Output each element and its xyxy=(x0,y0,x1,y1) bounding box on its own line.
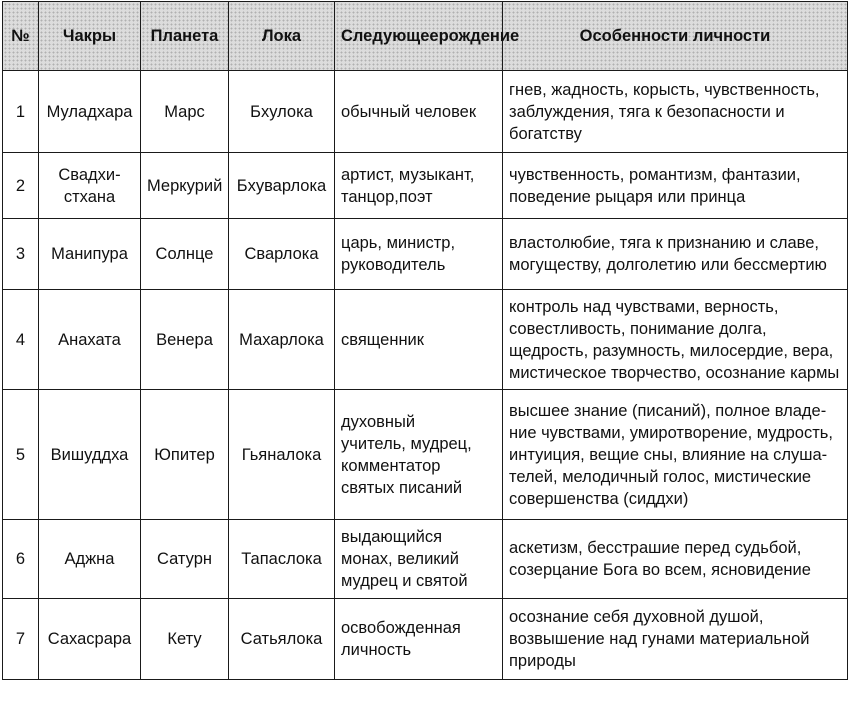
cell-next-birth-line: монах, великий xyxy=(341,550,459,568)
cell-planet: Солнце xyxy=(141,219,229,290)
cell-chakra-line: Свадхи- xyxy=(58,165,121,184)
cell-personality-traits xyxy=(503,219,848,290)
header-next-birth-line: Следующее xyxy=(341,26,439,45)
cell-next-birth-line: священник xyxy=(341,330,424,349)
cell-personality-traits-line: совестливость, понимание долга, xyxy=(509,319,767,338)
cell-chakra xyxy=(39,153,141,219)
cell-next-birth-line: личность xyxy=(341,641,412,659)
cell-chakra xyxy=(39,290,141,390)
cell-loka: Тапаслока xyxy=(229,520,335,599)
cell-personality-traits-line: природы xyxy=(509,652,576,670)
cell-chakra-line: Аджна xyxy=(64,550,115,568)
cell-personality-traits-line: мистическое творчество, осознание кармы xyxy=(509,363,840,382)
cell-next-birth-line: танцор,поэт xyxy=(341,187,433,206)
table-row xyxy=(3,520,848,599)
cell-planet: Кету xyxy=(141,599,229,680)
cell-personality-traits-line: совершенства (сиддхи) xyxy=(509,489,689,508)
chakra-table xyxy=(2,1,848,680)
header-number: № xyxy=(3,2,39,71)
cell-chakra-line: Сахасрара xyxy=(47,630,132,648)
cell-chakra xyxy=(39,520,141,599)
cell-personality-traits-line: аскетизм, бесстрашие перед судьбой, xyxy=(509,539,802,557)
cell-personality-traits xyxy=(503,290,848,390)
cell-next-birth xyxy=(335,390,503,520)
cell-next-birth xyxy=(335,290,503,390)
cell-loka: Бхулока xyxy=(229,71,335,153)
cell-loka: Бхуварлока xyxy=(229,153,335,219)
cell-personality-traits-line: интуиция, вещие сны, влияние на слуша- xyxy=(509,445,828,464)
table-row xyxy=(3,71,848,153)
chakra-table-container xyxy=(2,1,848,680)
cell-loka: Сварлока xyxy=(229,219,335,290)
header-next-birth-line: рождение xyxy=(438,26,520,45)
table-row xyxy=(3,390,848,520)
header-planet: Планета xyxy=(141,2,229,71)
cell-next-birth-line: комментатор xyxy=(341,456,441,475)
cell-chakra-line: Муладхара xyxy=(46,102,133,121)
cell-chakra xyxy=(39,219,141,290)
cell-personality-traits-line: поведение рыцаря или принца xyxy=(509,187,746,206)
cell-next-birth-line: учитель, мудрец, xyxy=(341,434,472,453)
table-header-row xyxy=(3,2,848,71)
cell-next-birth-line: обычный человек xyxy=(341,102,477,121)
cell-next-birth xyxy=(335,599,503,680)
cell-next-birth-line: выдающийся xyxy=(341,528,442,546)
table-row xyxy=(3,290,848,390)
cell-chakra-line: стхана xyxy=(63,187,116,206)
cell-loka: Сатьялока xyxy=(229,599,335,680)
cell-next-birth-line: освобожденная xyxy=(341,619,461,637)
cell-loka: Махарлока xyxy=(229,290,335,390)
cell-number: 6 xyxy=(3,520,39,599)
cell-personality-traits xyxy=(503,520,848,599)
cell-chakra xyxy=(39,599,141,680)
table-row xyxy=(3,599,848,680)
cell-planet: Меркурий xyxy=(141,153,229,219)
cell-next-birth-line: руководитель xyxy=(341,256,446,274)
cell-personality-traits-line: властолюбие, тяга к признанию и славе, xyxy=(509,234,820,252)
cell-number: 5 xyxy=(3,390,39,520)
cell-personality-traits-line: осознание себя духовной душой, xyxy=(509,608,764,626)
cell-personality-traits-line: телей, мелодичный голос, мистические xyxy=(509,467,812,486)
cell-personality-traits xyxy=(503,71,848,153)
cell-next-birth-line: святых писаний xyxy=(341,478,463,497)
cell-number: 3 xyxy=(3,219,39,290)
cell-personality-traits-line: щедрость, разумность, милосердие, вера, xyxy=(509,341,834,360)
cell-next-birth-line: духовный xyxy=(341,412,416,431)
cell-next-birth-line: артист, музыкант, xyxy=(341,165,475,184)
cell-personality-traits-line: созерцание Бога во всем, ясновидение xyxy=(509,561,811,579)
cell-number: 1 xyxy=(3,71,39,153)
cell-personality-traits xyxy=(503,390,848,520)
cell-chakra-line: Анахата xyxy=(58,330,121,349)
cell-planet: Юпитер xyxy=(141,390,229,520)
cell-next-birth xyxy=(335,71,503,153)
header-next-birth xyxy=(335,2,520,71)
table-body xyxy=(3,71,848,680)
cell-next-birth xyxy=(335,520,503,599)
cell-personality-traits-line: возвышение над гунами материальной xyxy=(509,630,810,648)
cell-planet: Венера xyxy=(141,290,229,390)
cell-personality-traits-line: ние чувствами, умиротворение, мудрость, xyxy=(509,423,833,442)
header-loka: Лока xyxy=(229,2,335,71)
cell-personality-traits xyxy=(503,153,848,219)
cell-personality-traits-line: высшее знание (писаний), полное владе- xyxy=(509,401,827,420)
cell-number: 7 xyxy=(3,599,39,680)
cell-planet: Сатурн xyxy=(141,520,229,599)
cell-planet: Марс xyxy=(141,71,229,153)
header-personality-traits: Особенности личности xyxy=(503,2,848,71)
cell-personality-traits-line: могуществу, долголетию или бессмертию xyxy=(509,256,827,274)
cell-personality-traits-line: заблуждения, тяга к безопасности и xyxy=(509,102,785,121)
cell-personality-traits-line: чувственность, романтизм, фантазии, xyxy=(509,165,801,184)
cell-chakra xyxy=(39,390,141,520)
table-row xyxy=(3,153,848,219)
cell-chakra-line: Манипура xyxy=(51,245,128,263)
header-chakra: Чакры xyxy=(39,2,141,71)
table-row xyxy=(3,219,848,290)
cell-chakra-line: Вишуддха xyxy=(50,445,129,464)
cell-next-birth xyxy=(335,219,503,290)
cell-personality-traits-line: богатству xyxy=(509,124,582,143)
cell-next-birth xyxy=(335,153,503,219)
cell-personality-traits xyxy=(503,599,848,680)
cell-number: 4 xyxy=(3,290,39,390)
cell-personality-traits-line: гнев, жадность, корысть, чувственность, xyxy=(509,80,820,99)
cell-number: 2 xyxy=(3,153,39,219)
cell-next-birth-line: царь, министр, xyxy=(341,234,456,252)
cell-loka: Гьяналока xyxy=(229,390,335,520)
cell-chakra xyxy=(39,71,141,153)
cell-next-birth-line: мудрец и святой xyxy=(341,572,468,590)
cell-personality-traits-line: контроль над чувствами, верность, xyxy=(509,297,779,316)
